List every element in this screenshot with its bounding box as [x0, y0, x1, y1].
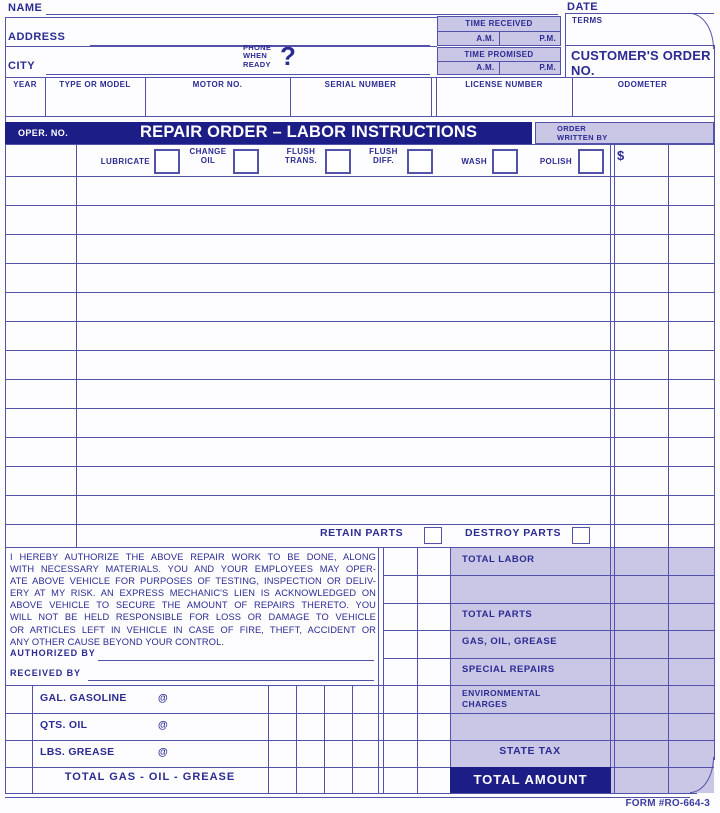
h-rule: [5, 234, 714, 235]
h-rule: [383, 575, 714, 576]
v-rule: [431, 77, 432, 116]
h-rule: [5, 116, 714, 117]
address-label: ADDRESS: [8, 31, 66, 43]
h-rule: [5, 495, 714, 496]
h-rule: [5, 263, 714, 264]
service-label-polish: POLISH: [539, 157, 572, 166]
retain-parts-label: RETAIN PARTS: [320, 527, 404, 539]
authorization-line: ABOVE VEHICLE TO SECURE THE AMOUNT OF REPAIRS THERETO. YOU: [10, 600, 376, 611]
vehicle-field-odometer: ODOMETER: [617, 80, 668, 89]
change-oil-checkbox[interactable]: [233, 149, 259, 174]
authorized-by-fill-line[interactable]: [98, 660, 374, 661]
v-rule: [417, 547, 418, 793]
v-rule: [296, 685, 297, 793]
v-rule: [324, 685, 325, 793]
h-rule: [5, 437, 714, 438]
form-number: FORM #RO-664-3: [625, 798, 710, 809]
wash-checkbox[interactable]: [492, 149, 518, 174]
h-rule: [5, 408, 714, 409]
oper-no-label: OPER. NO.: [18, 128, 69, 138]
polish-checkbox[interactable]: [578, 149, 604, 174]
h-rule: [5, 547, 714, 548]
authorization-line: ERY AT MY RISK. AN EXPRESS MECHANIC'S LIEN IS ACKNOWLEDGED ON: [10, 588, 376, 599]
city-fill-line[interactable]: [46, 74, 430, 75]
authorization-line: ATE ABOVE VEHICLE FOR PURPOSES OF TESTING, INSPECTION OR DELIV-: [10, 576, 376, 587]
phone-when-ready-label: [243, 44, 271, 69]
h-rule: [5, 46, 437, 47]
vehicle-field-year: YEAR: [13, 80, 37, 89]
h-rule: [5, 685, 714, 686]
customer-order-line2: NO.: [571, 62, 595, 78]
retain-parts-checkbox[interactable]: [424, 527, 442, 544]
gas-row-gasoline-label: GAL. GASOLINE: [40, 692, 127, 704]
flush-trans-line2: TRANS.: [284, 156, 318, 165]
h-rule: [5, 17, 437, 18]
city-label: CITY: [8, 60, 36, 72]
authorization-line: I HEREBY AUTHORIZE THE ABOVE REPAIR WORK TO BE DONE, ALONG: [10, 552, 376, 562]
authorization-line: ANY OTHER CAUSE BEYOND YOUR CONTROL.: [10, 636, 225, 647]
service-label-lubricate: LUBRICATE: [100, 157, 150, 166]
name-label: NAME: [8, 2, 43, 14]
v-rule: [614, 144, 615, 793]
time-received-box: [437, 16, 561, 46]
v-rule: [383, 547, 384, 793]
service-label-wash: WASH: [461, 157, 487, 166]
authorization-line: WILL NOT BE HELD RESPONSIBLE FOR LOSS OR DAMAGE TO VEHICLE: [10, 612, 376, 623]
time-promised-title: TIME PROMISED: [438, 48, 560, 62]
h-rule: [383, 603, 714, 604]
flush-diff-checkbox[interactable]: [407, 149, 433, 174]
h-rule: [383, 630, 714, 631]
h-rule: [5, 740, 714, 741]
change-oil-line1: CHANGE: [189, 147, 227, 156]
time-promised-box: [437, 47, 561, 75]
authorization-line: OR ARTICLES LEFT IN VEHICLE IN CASE OF FIRE, THEFT, ACCIDENT OR: [10, 624, 376, 635]
environmental-charges-label: ENVIRONMENTAL CHARGES: [462, 688, 541, 709]
name-fill-line[interactable]: [46, 14, 558, 15]
v-rule: [714, 45, 715, 760]
total-labor-label: TOTAL LABOR: [462, 554, 535, 565]
total-gas-oil-grease-label: TOTAL GAS - OIL - GREASE: [64, 771, 236, 783]
order-written-by-box[interactable]: [535, 122, 714, 144]
h-rule: [5, 797, 690, 798]
vehicle-field-license-number: LICENSE NUMBER: [465, 80, 543, 89]
question-mark: ?: [280, 41, 296, 71]
date-label: DATE: [567, 1, 599, 13]
h-rule: [5, 176, 714, 177]
gas-row-oil-label: QTS. OIL: [40, 719, 88, 731]
order-written-by-label: [557, 125, 608, 142]
terms-box[interactable]: [565, 13, 714, 46]
h-rule: [5, 713, 714, 714]
h-rule: [5, 524, 714, 525]
time-promised-am-cell[interactable]: A.M.: [476, 63, 495, 73]
service-label-flush-diff: [363, 147, 404, 165]
gas-row-gasoline-at: @: [158, 693, 168, 704]
v-rule: [610, 144, 611, 793]
vehicle-field-serial-number: SERIAL NUMBER: [324, 80, 397, 89]
dollar-sign: $: [617, 148, 625, 163]
customer-order-box[interactable]: [565, 46, 714, 77]
gas-row-oil-at: @: [158, 720, 168, 731]
flush-trans-line1: FLUSH: [286, 147, 316, 156]
vehicle-field-type-or-model: TYPE OR MODEL: [59, 80, 131, 89]
authorized-by-label: AUTHORIZED BY: [10, 648, 96, 658]
h-rule: [5, 321, 714, 322]
gas-oil-grease-label: GAS, OIL, GREASE: [462, 636, 558, 647]
h-rule: [5, 466, 714, 467]
flush-diff-line1: FLUSH: [369, 147, 398, 156]
gas-row-grease-at: @: [158, 747, 168, 758]
v-rule: [668, 144, 669, 793]
v-rule: [352, 685, 353, 793]
destroy-parts-label: DESTROY PARTS: [465, 527, 562, 539]
h-rule: [5, 379, 714, 380]
h-rule: [5, 292, 714, 293]
h-rule: [5, 350, 714, 351]
received-by-label: RECEIVED BY: [10, 668, 81, 678]
h-rule: [5, 793, 697, 794]
total-amount-box: [450, 767, 611, 793]
authorization-text: [10, 551, 376, 648]
order-written-by-line1: ORDER: [557, 124, 587, 133]
phone-line1: PHONE: [243, 43, 272, 52]
change-oil-line2: OIL: [200, 156, 216, 165]
phone-line3: READY: [243, 59, 271, 69]
time-received-title: TIME RECEIVED: [438, 17, 560, 32]
h-rule: [383, 658, 714, 659]
service-label-change-oil: [186, 147, 230, 165]
total-amount-label: TOTAL AMOUNT: [473, 771, 588, 787]
authorization-line: WITH NECESSARY MATERIALS. YOU AND YOUR EMPLOYEES MAY OPER-: [10, 564, 376, 575]
received-by-fill-line[interactable]: [88, 680, 374, 681]
flush-diff-line2: DIFF.: [372, 156, 395, 165]
gas-row-grease-label: LBS. GREASE: [40, 746, 115, 758]
vehicle-field-motor-no: MOTOR NO.: [192, 80, 243, 89]
flush-trans-checkbox[interactable]: [325, 149, 351, 174]
customer-order-line1: CUSTOMER'S ORDER: [571, 48, 711, 63]
service-label-flush-trans: [280, 147, 322, 165]
special-repairs-label: SPECIAL REPAIRS: [462, 664, 555, 675]
v-rule: [268, 685, 269, 793]
total-parts-label: TOTAL PARTS: [462, 609, 533, 620]
v-rule: [378, 547, 379, 793]
destroy-parts-checkbox[interactable]: [572, 527, 590, 544]
terms-label: TERMS: [572, 16, 603, 25]
time-received-am-cell[interactable]: A.M.: [476, 33, 495, 43]
time-received-pm-cell[interactable]: P.M.: [499, 32, 561, 46]
phone-line2: WHEN: [243, 51, 268, 61]
order-written-by-line2: WRITTEN BY: [557, 132, 608, 142]
title-bar: [5, 122, 532, 144]
time-promised-pm-cell[interactable]: P.M.: [499, 62, 561, 75]
lubricate-checkbox[interactable]: [154, 149, 180, 174]
v-rule: [76, 144, 77, 547]
h-rule: [5, 205, 714, 206]
repair-order-title: REPAIR ORDER – LABOR INSTRUCTIONS: [140, 123, 478, 141]
state-tax-label: STATE TAX: [499, 745, 561, 757]
customer-order-label: [571, 49, 711, 78]
h-rule: [5, 144, 714, 145]
